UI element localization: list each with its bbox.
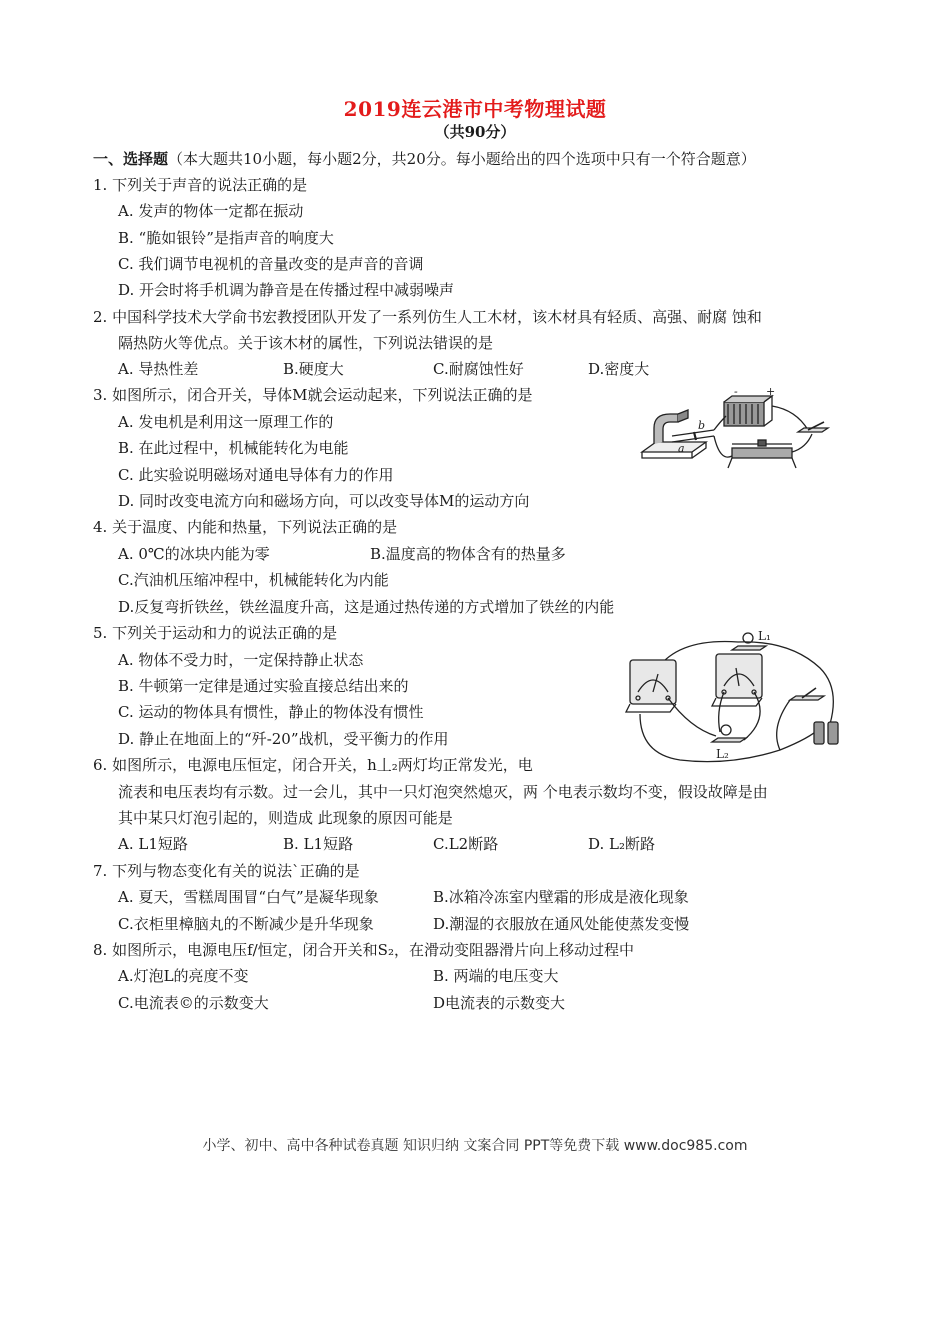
q3-option-c: C. 此实验说明磁场对通电导体有力的作用 <box>118 466 394 484</box>
page-subtitle: （共90分） <box>434 123 516 141</box>
q1-option-b: B. “脆如银铃”是指声音的响度大 <box>118 229 334 247</box>
q3-label-minus: - <box>734 385 738 398</box>
q1-option-d: D. 开会时将手机调为静音是在传播过程中减弱噪声 <box>118 281 455 299</box>
q2-stem-2: 隔热防火等优点。关于该木材的属性，下列说法错误的是 <box>118 334 494 352</box>
q6-stem-2: 流表和电压表均有示数。过一会儿，其中一只灯泡突然熄灭，两 个电表示数均不变，假设故障是由 <box>118 783 768 801</box>
q8-stem: 8. 如图所示，电源电压f/恒定，闭合开关和S₂，在滑动变阻器滑片向上移动过程中 <box>93 941 634 959</box>
q6-circuit-figure <box>620 628 850 770</box>
q3-option-a: A. 发电机是利用这一原理工作的 <box>118 413 334 431</box>
q1-stem: 1. 下列关于声音的说法正确的是 <box>93 176 308 194</box>
q2-option-b: B.硬度大 <box>283 360 344 378</box>
q2-option-a: A. 导热性差 <box>118 360 199 378</box>
q6-option-a: A. L1短路 <box>118 835 188 853</box>
q7-option-d: D.潮湿的衣服放在通风处能使蒸发变慢 <box>433 915 690 933</box>
q6-stem-3: 其中某只灯泡引起的，则造成 此现象的原因可能是 <box>118 809 453 827</box>
q3-motor-figure <box>636 385 856 488</box>
q3-option-b: B. 在此过程中，机械能转化为电能 <box>118 439 349 457</box>
page-title: 2019连云港市中考物理试题 <box>343 97 607 121</box>
section-header <box>93 149 756 169</box>
q2-option-d: D.密度大 <box>588 360 650 378</box>
q7-option-c: C.衣柜里樟脑丸的不断减少是升华现象 <box>118 915 374 933</box>
q5-option-c: C. 运动的物体具有惯性，静止的物体没有惯性 <box>118 703 424 721</box>
section-note: （本大题共10小题，每小题2分，共20分。每小题给出的四个选项中只有一个符合题意） <box>168 150 756 168</box>
q3-label-b: b <box>698 419 706 432</box>
q7-option-b: B.冰箱冷冻室内壁霜的形成是液化现象 <box>433 888 689 906</box>
q1-option-c: C. 我们调节电视机的音量改变的是声音的音调 <box>118 255 424 273</box>
section-head: 一、选择题 <box>93 150 169 168</box>
q3-stem: 3. 如图所示，闭合开关，导体M就会运动起来，下列说法正确的是 <box>93 386 533 404</box>
q4-option-d: D.反复弯折铁丝，铁丝温度升高，这是通过热传递的方式增加了铁丝的内能 <box>118 598 615 616</box>
q5-option-b: B. 牛顿第一定律是通过实验直接总结出来的 <box>118 677 409 695</box>
q6-option-d: D. L₂断路 <box>588 835 656 853</box>
q5-option-a: A. 物体不受力时，一定保持静止状态 <box>118 651 364 669</box>
q6-stem-1: 6. 如图所示，电源电压恒定，闭合开关，h丄₂两灯均正常发光，电 <box>93 756 533 774</box>
q4-option-b: B.温度高的物体含有的热量多 <box>370 545 566 563</box>
q3-label-plus: + <box>766 385 776 398</box>
q2-option-c: C.耐腐蚀性好 <box>433 360 524 378</box>
q7-stem: 7. 下列与物态变化有关的说法`正确的是 <box>93 862 360 880</box>
q8-option-b: B. 两端的电压变大 <box>433 967 559 985</box>
q6-label-l2: L₂ <box>716 747 729 761</box>
q4-stem: 4. 关于温度、内能和热量，下列说法正确的是 <box>93 518 398 536</box>
q6-option-c: C.L2断路 <box>433 835 499 853</box>
q5-option-d: D. 静止在地面上的“歼-20”战机，受平衡力的作用 <box>118 730 449 748</box>
q1-option-a: A. 发声的物体一定都在振动 <box>118 202 304 220</box>
q8-option-a: A.灯泡L的亮度不变 <box>118 967 249 985</box>
q2-stem-1: 2. 中国科学技术大学俞书宏教授团队开发了一系列仿生人工木材，该木材具有轻质、高强、耐腐 蚀和 <box>93 308 762 326</box>
q8-option-d: D电流表的示数变大 <box>433 994 566 1012</box>
q6-option-b: B. L1短路 <box>283 835 354 853</box>
q3-option-d: D. 同时改变电流方向和磁场方向，可以改变导体M的运动方向 <box>118 492 530 510</box>
q7-option-a: A. 夏天，雪糕周围冒“白气”是凝华现象 <box>118 888 379 906</box>
q4-option-a: A. 0℃的冰块内能为零 <box>118 545 270 563</box>
q6-label-l1: L₁ <box>758 629 771 643</box>
page-footer: 小学、初中、高中各种试卷真题 知识归纳 文案合同 PPT等免费下载 www.doc985.com <box>202 1138 748 1154</box>
q3-label-a: a <box>678 442 685 455</box>
q4-option-c: C.汽油机压缩冲程中，机械能转化为内能 <box>118 571 389 589</box>
q8-option-c: C.电流表©的示数变大 <box>118 994 269 1012</box>
q5-stem: 5. 下列关于运动和力的说法正确的是 <box>93 624 338 642</box>
